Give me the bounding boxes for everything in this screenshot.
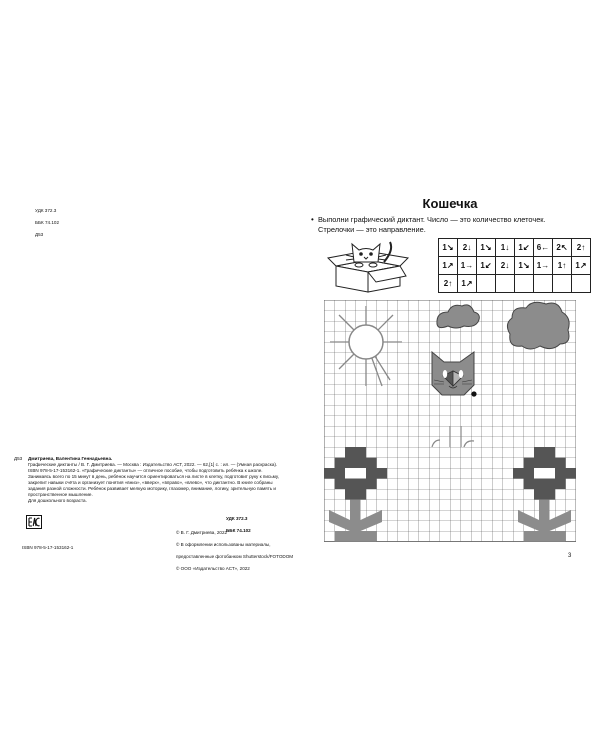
dictation-cell: 1↙ [515,239,534,257]
dictation-cell: 1↘ [477,239,496,257]
dictation-cell [534,275,553,293]
dictation-cell [477,275,496,293]
copyright-line: предоставленные фотобанком Shutterstock/FOTODOM [176,554,294,559]
dictation-table [438,238,591,293]
isbn: ISBN 978-5-17-153162-1 [22,545,74,550]
udk-top [35,202,59,244]
copyright-line: © В оформлении использованы материалы, [176,542,271,547]
dictation-cell: 1↗ [439,257,458,275]
dictation-cell [496,275,515,293]
dictation-cell: 2↓ [458,239,477,257]
bullet: • [311,215,314,224]
dictation-cell: 1↙ [477,257,496,275]
dictation-cell: 1↑ [553,257,572,275]
dictation-row [439,275,591,293]
instruction [311,215,583,235]
instruction-line: Стрелочки — это направление. [318,225,426,234]
biblio-code: Д53 [14,456,23,461]
page-title: Кошечка [422,196,478,211]
cloud-drawing-large [507,302,569,349]
squared-grid-field [324,300,576,544]
dictation-cell: 2↖ [553,239,572,257]
biblio-author: Дмитриева, Валентина Геннадьевна. [28,456,113,461]
dictation-cell: 1→ [534,257,553,275]
dictation-cell: 1↗ [572,257,591,275]
copyright-line: © ООО «Издательство АСТ», 2022 [176,566,250,571]
dictation-cell: 1↗ [458,275,477,293]
dictation-cell: 1→ [458,257,477,275]
eac-mark-icon [26,515,42,529]
biblio-body: Графические диктанты / В. Г. Дмитриева. — Москва : Издательство АСТ, 2022. — 62,[1] с. : ил. — (Умная раскраска). ISBN 978-5-17-153162-1. «Графические диктанты» — отличное пособие, чтобы подготовить ребёнка к школе. Занимаясь всего по 15 минут в день, ребёнок научится ориентироваться на листе в клетку, подготовит руку к письму, закрепит навыки счёта и организует понятия «вниз», «вверх», «вправо», «влево», что диктантно. В книге собраны задания разной сложности. Ребёнок развивает мелкую моторику, глазомер, внимание, логику, зрительную память и пространственное мышление. [28,462,279,497]
instruction-line: Выполни графический диктант. Число — это количество клеточек. [318,215,546,224]
dictation-cell: 1↓ [496,239,515,257]
dictation-cell [515,275,534,293]
bibliographic-record [14,456,286,504]
page-number: 3 [568,553,572,559]
dictation-cell [553,275,572,293]
udk-line: УДК 372.3 [35,208,57,213]
bbk-line: ББК 74.102 [35,220,60,225]
copyright-block [176,524,293,578]
bbk-line: ББК 74.102 [226,528,251,533]
dictation-cell: 2↑ [439,275,458,293]
dictation-row [439,257,591,275]
dictation-cell: 1↘ [515,257,534,275]
left-page [0,190,300,571]
code-line: Д53 [35,232,44,237]
biblio-audience: Для дошкольного возраста. [28,498,87,503]
dictation-cell: 2↑ [572,239,591,257]
cat-in-box-illustration [326,236,412,294]
start-dot [471,391,476,396]
dictation-row [439,239,591,257]
dictation-cell: 1↘ [439,239,458,257]
dictation-cell [572,275,591,293]
copyright-line: © В. Г. Дмитриева, 2022 [176,530,228,535]
right-page [300,190,600,562]
dictation-cell: 2↓ [496,257,515,275]
udk-line: УДК 372.3 [226,516,248,521]
dictation-cell: 6← [534,239,553,257]
